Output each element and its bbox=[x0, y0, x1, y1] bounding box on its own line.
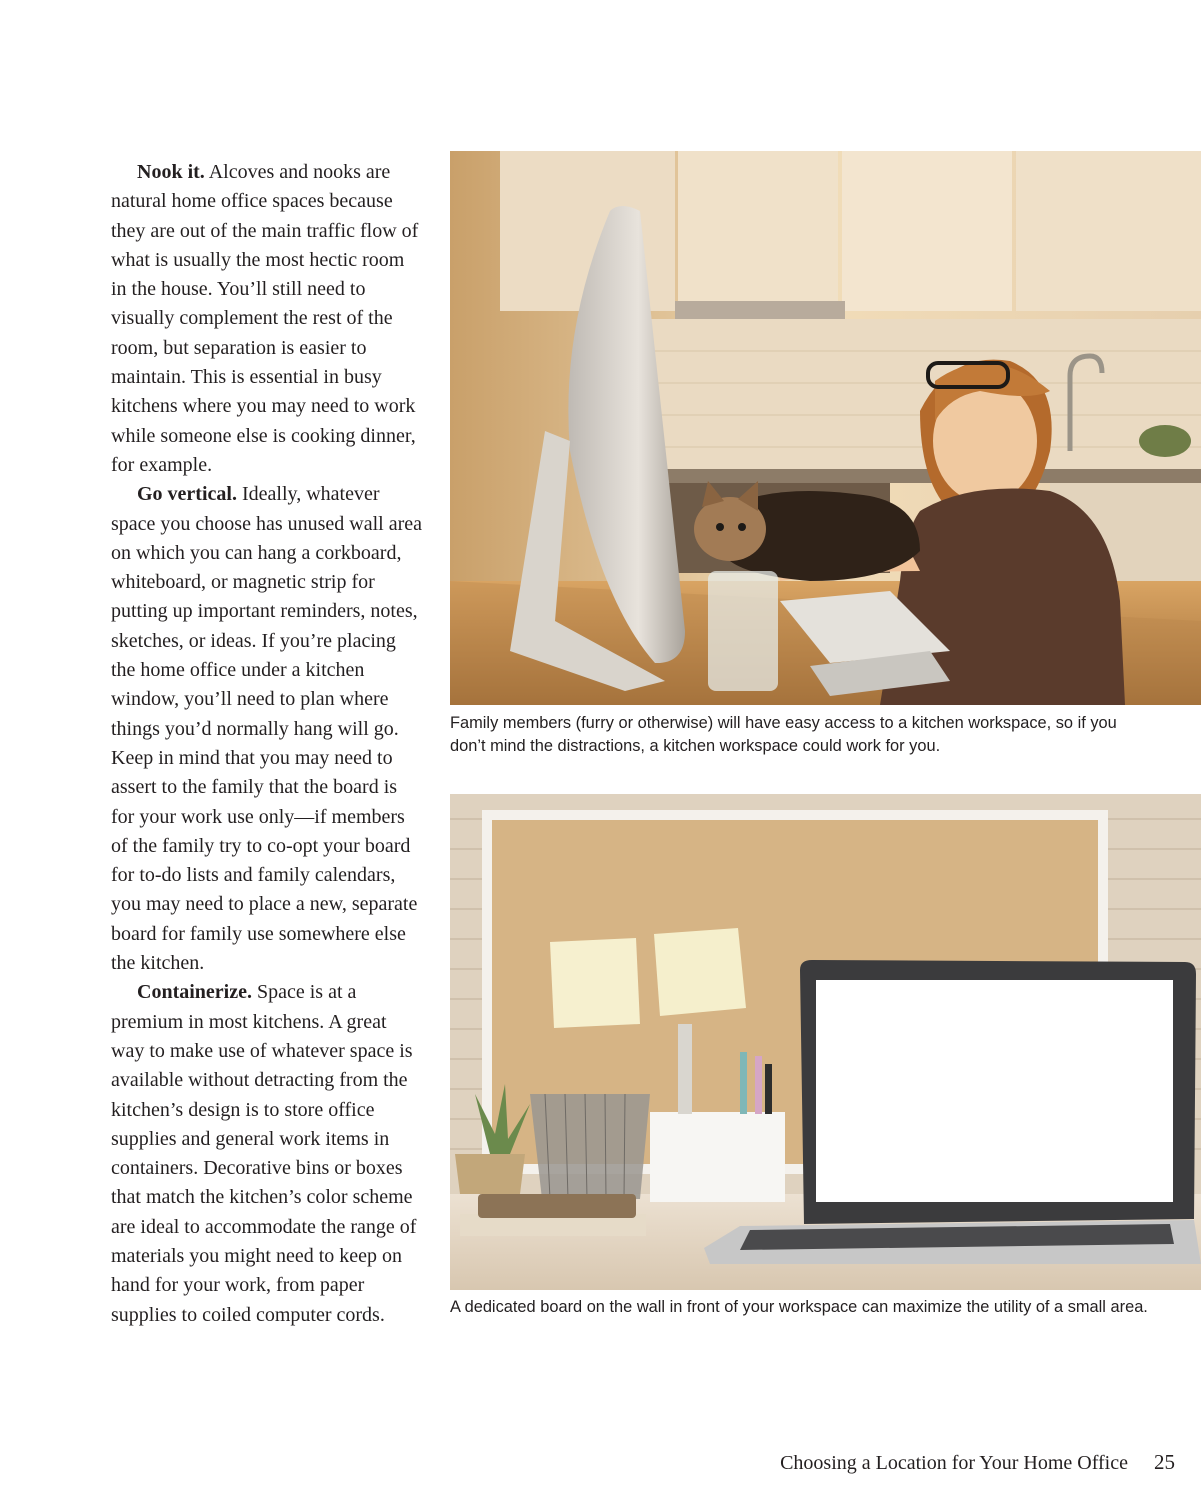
corkboard-photo-caption: A dedicated board on the wall in front of your workspace can maximize the utility of a small area. bbox=[450, 1298, 1148, 1316]
section-heading: Containerize. bbox=[137, 981, 252, 1004]
section-text: Space is at a premium in most kitchens. A great way to make use of whatever space is available without detracting from the kitchen’s design is to store office supplies and general work items in containers. Decorative bins or boxes that match the kitchen’s color scheme are ideal to accommodate the range of materials you might need to keep on hand for your work, from paper supplies to coiled computer cords. bbox=[111, 981, 417, 1326]
corkboard-workspace-illustration bbox=[450, 794, 1201, 1290]
corkboard-workspace-photo bbox=[450, 794, 1201, 1290]
section-text: Ideally, whatever space you choose has unused wall area on which you can hang a corkboard, whiteboard, or magnetic strip for putting up important reminders, notes, sketches, or ideas. If you’re placing the home office under a kitchen window, you’ll need to plan where things you’d normally hang will go. Keep in mind that you may need to assert to the family that the board is for your work use only—if members of the family try to co-opt your board for to-do lists and family calendars, you may need to place a new, separate board for family use somewhere else the kitchen. bbox=[111, 483, 422, 975]
kitchen-workspace-photo bbox=[450, 151, 1201, 705]
section-go-vertical bbox=[111, 480, 423, 978]
section-heading: Nook it. bbox=[137, 161, 205, 183]
section-text: Alcoves and nooks are natural home office spaces because they are out of the main traffic flow of what is usually the most hectic room in the house. You’ll still need to visually complement the rest of the room, but separation is easier to maintain. This is essential in busy kitchens where you may need to work while someone else is cooking dinner, for example. bbox=[111, 161, 419, 476]
section-nook-it bbox=[111, 158, 423, 480]
chapter-title: Choosing a Location for Your Home Office bbox=[780, 1452, 1128, 1474]
page-number: 25 bbox=[1154, 1450, 1175, 1474]
section-heading: Go vertical. bbox=[137, 483, 237, 506]
kitchen-workspace-illustration bbox=[450, 151, 1201, 705]
kitchen-photo-caption: Family members (furry or otherwise) will have easy access to a kitchen workspace, so if you don’t mind the distractions, a kitchen workspace could work for you. bbox=[450, 714, 1117, 755]
body-text-column bbox=[111, 158, 423, 1330]
page-footer bbox=[780, 1450, 1175, 1475]
section-containerize bbox=[111, 978, 423, 1330]
